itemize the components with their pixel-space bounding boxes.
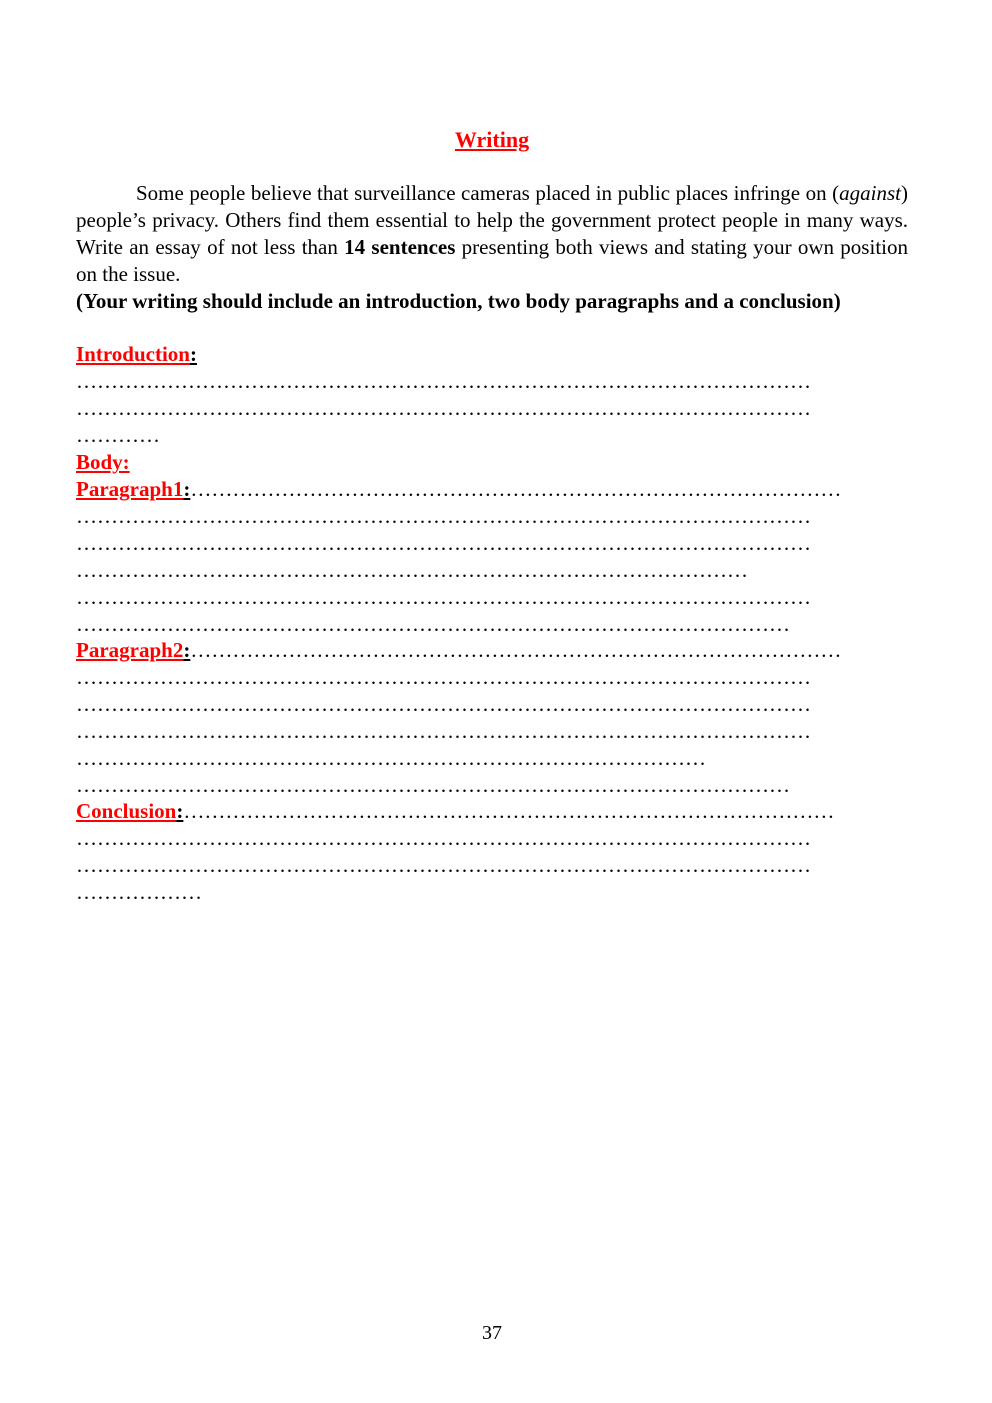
writing-line[interactable]: …………………………………………………………………………………………… (76, 585, 811, 609)
writing-line[interactable]: …………………………………………………………………………………………… (76, 504, 811, 528)
writing-line[interactable]: ……………………………………………………………………………… (76, 746, 706, 770)
body-heading (76, 449, 130, 476)
writing-line[interactable]: ………………………………………………………………………………………… (76, 612, 790, 636)
introduction-label: Introduction (76, 342, 190, 366)
writing-line[interactable]: …………………………………………………………………………………… (76, 558, 748, 582)
writing-line[interactable]: …………………………………………………………………………………………… (76, 531, 811, 555)
writing-line[interactable]: …………………………………………………………………………………………… (76, 719, 811, 743)
writing-line[interactable]: ………… (76, 423, 160, 447)
conclusion-heading (76, 798, 834, 825)
writing-line[interactable]: ………………………………………………………………………………… (190, 477, 842, 501)
conclusion-colon: : (176, 799, 184, 823)
paragraph2-label: Paragraph2 (76, 638, 184, 662)
writing-line[interactable]: ………………………………………………………………………………………… (76, 773, 790, 797)
body-label: Body: (76, 450, 130, 474)
paragraph1-label: Paragraph1 (76, 477, 184, 501)
essay-instruction: (Your writing should include an introduction, two body paragraphs and a conclusion) (76, 289, 841, 313)
essay-prompt (76, 180, 908, 288)
writing-line[interactable]: …………………………………………………………………………………………… (76, 665, 811, 689)
paragraph2-colon: : (183, 638, 191, 662)
writing-line[interactable]: ……………… (76, 880, 202, 904)
paragraph1-heading (76, 476, 841, 503)
prompt-text-3: presenting both views and stating your own position on the issue. (76, 235, 908, 286)
writing-line[interactable]: …………………………………………………………………………………………… (76, 369, 811, 393)
prompt-bold: 14 sentences (344, 235, 456, 259)
page-title: Writing (454, 127, 530, 152)
writing-line[interactable]: …………………………………………………………………………………………… (76, 692, 811, 716)
writing-line[interactable]: ………………………………………………………………………………… (183, 799, 835, 823)
introduction-heading (76, 341, 197, 368)
page-number: 37 (482, 1322, 502, 1344)
prompt-text-2: ) people’s privacy. Others find them essential to help the government protect people in many ways. Write an essay of not less than (76, 181, 908, 259)
writing-line[interactable]: …………………………………………………………………………………………… (76, 826, 811, 850)
paragraph2-heading (76, 637, 841, 664)
prompt-text-1: Some people believe that surveillance cameras placed in public places infringe on ( (136, 181, 840, 205)
writing-line[interactable]: ………………………………………………………………………………… (190, 638, 842, 662)
conclusion-label: Conclusion (76, 799, 177, 823)
prompt-italic: against (839, 181, 901, 205)
writing-line[interactable]: …………………………………………………………………………………………… (76, 853, 811, 877)
introduction-colon: : (189, 342, 197, 366)
paragraph1-colon: : (183, 477, 191, 501)
writing-line[interactable]: …………………………………………………………………………………………… (76, 396, 811, 420)
